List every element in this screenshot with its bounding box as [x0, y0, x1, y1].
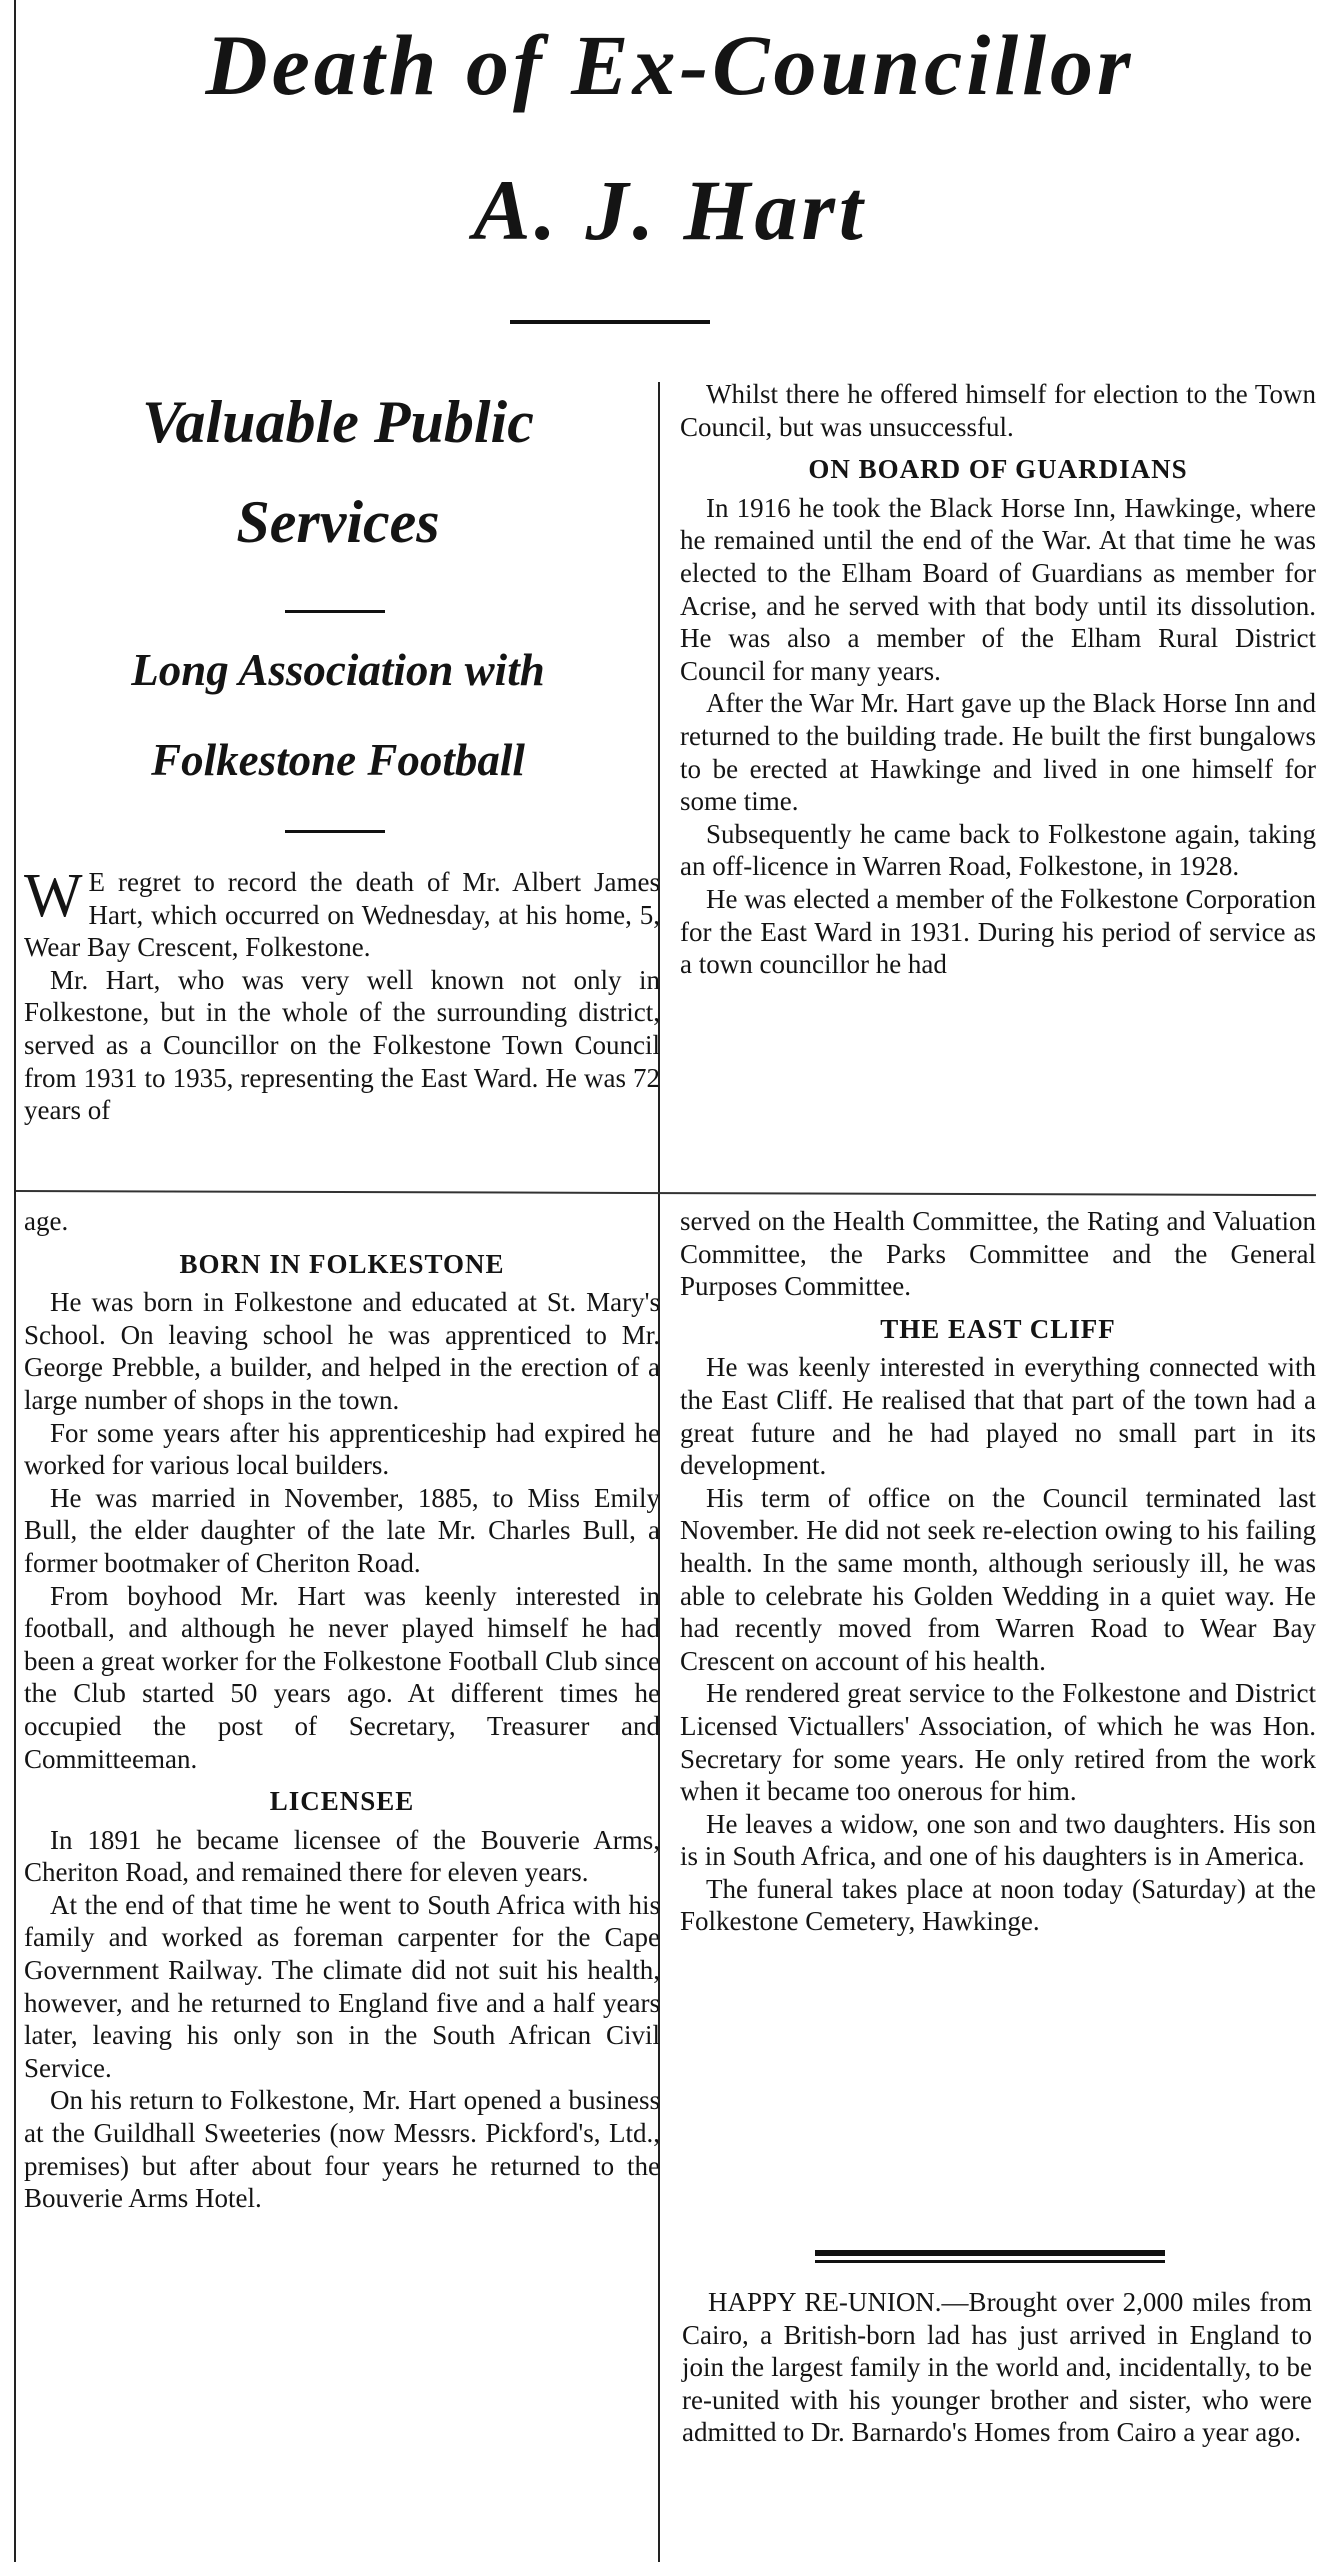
paragraph: He was married in November, 1885, to Miss Emily Bull, the elder daughter of the late Mr. Charles Bull, a former bootmaker of Cheriton Road. [24, 1482, 660, 1578]
double-rule-separator [815, 2250, 1165, 2263]
paragraph: His term of office on the Council terminated last November. He did not seek re-election owing to his failing health. In the same month, although seriously ill, he was able to celebrate his Golden Wedding in a quiet way. He had recently moved from Warren Road to Wear Bay Crescent on account of his health. [680, 1482, 1316, 1676]
section-heading: THE EAST CLIFF [880, 1313, 1116, 1344]
paragraph: Mr. Hart, who was very well known not only in Folkestone, but in the whole of the surrounding district, served as a Councillor on the Folkestone Town Council from 1931 to 1935, representing the East Ward. He was 72 years of [24, 964, 660, 1126]
right-column-bottom [680, 1205, 1316, 1938]
paragraph: On his return to Folkestone, Mr. Hart opened a business at the Guildhall Sweeteries (now Messrs. Pickford's, Ltd., premises) but after about four years he returned to the Bouverie Arms Hotel. [24, 2085, 660, 2214]
left-column-top [24, 862, 660, 1127]
headline-rule [510, 320, 710, 324]
paragraph: He was born in Folkestone and educated at St. Mary's School. On leaving school he was apprenticed to Mr. George Prebble, a builder, and helped in the erection of a large number of shops in the town. [24, 1287, 660, 1415]
paragraph: From boyhood Mr. Hart was keenly interested in football, and although he never played himself he had been a great worker for the Folkestone Football Club since the Club started 50 years ago. At different times he occupied the post of Secretary, Treasurer and Committeeman. [24, 1580, 660, 1774]
paragraph: For some years after his apprenticeship had expired he worked for various local builders. [24, 1417, 660, 1481]
right-column-top [680, 378, 1316, 981]
subhead-line-3: Long Association with [131, 645, 545, 695]
continued-text: age. [24, 1206, 69, 1236]
subhead-line-2: Services [236, 489, 440, 555]
section-heading: BORN IN FOLKESTONE [179, 1248, 505, 1279]
section-heading: ON BOARD OF GUARDIANS [808, 454, 1188, 485]
paragraph: At the end of that time he went to South Africa with his family and worked as foreman carpenter for the Cape Government Railway. The climate did not suit his health, however, and he returned to England five and a half years later, leaving his only son in the South African Civil Service. [24, 1889, 660, 2083]
section-heading: LICENSEE [269, 1786, 415, 1817]
subhead-line-4: Folkestone Football [151, 735, 525, 785]
paragraph: He was elected a member of the Folkestone Corporation for the East Ward in 1931. During his period of service as a town councillor he had [680, 883, 1316, 980]
subhead-line-1: Valuable Public [142, 389, 534, 455]
headline-line-1: Death of Ex-Councillor [205, 17, 1135, 113]
paragraph: The funeral takes place at noon today (Saturday) at the Folkestone Cemetery, Hawkinge. [680, 1873, 1316, 1937]
clipping-fold-line [16, 1190, 1316, 1196]
paragraph: Whilst there he offered himself for election to the Town Council, but was unsuccessful. [680, 379, 1316, 442]
paragraph: Subsequently he came back to Folkestone again, taking an off-licence in Warren Road, Folkestone, in 1928. [680, 818, 1316, 882]
drop-cap: W [24, 862, 83, 930]
paragraph: He leaves a widow, one son and two daughters. His son is in South Africa, and one of his daughters is in America. [680, 1808, 1316, 1872]
paragraph: After the War Mr. Hart gave up the Black Horse Inn and returned to the building trade. He built the first bungalows to be erected at Hawkinge and lived in one himself for some time. [680, 688, 1316, 817]
happy-reunion-item: HAPPY RE-UNION.—Brought over 2,000 miles from Cairo, a British-born lad has just arrived in England to join the largest family in the world and, incidentally, to be re-united with his younger brother and sister, who were admitted to Dr. Barnardo's Homes from Cairo a year ago. [682, 2287, 1312, 2448]
continued-text: served on the Health Committee, the Rating and Valuation Committee, the Parks Committee and the General Purposes Committee. [680, 1206, 1316, 1302]
paragraph: In 1916 he took the Black Horse Inn, Hawkinge, where he remained until the end of the War. At that time he was elected to the Elham Board of Guardians as member for Acrise, and he served with that body until its dissolution. He was also a member of the Elham Rural District Council for many years. [680, 492, 1316, 686]
left-column-bottom [24, 1205, 660, 2215]
subhead-rule-1 [285, 610, 385, 613]
subhead-rule-2 [285, 830, 385, 833]
left-border-rule [14, 0, 16, 2562]
headline-line-2: A. J. Hart [473, 162, 867, 258]
intro-paragraph: W E regret to record the death of Mr. Albert James Hart, which occurred on Wednesday, at his home, 5, Wear Bay Crescent, Folkestone. [24, 862, 660, 963]
paragraph: He was keenly interested in everything connected with the East Cliff. He realised that that part of the town had a great future and he had played no small part in its development. [680, 1352, 1316, 1481]
paragraph: In 1891 he became licensee of the Bouverie Arms, Cheriton Road, and remained there for eleven years. [24, 1824, 660, 1888]
paragraph: He rendered great service to the Folkestone and District Licensed Victuallers' Association, of which he was Hon. Secretary for some years. He only retired from the work when it became too onerous for him. [680, 1678, 1316, 1807]
